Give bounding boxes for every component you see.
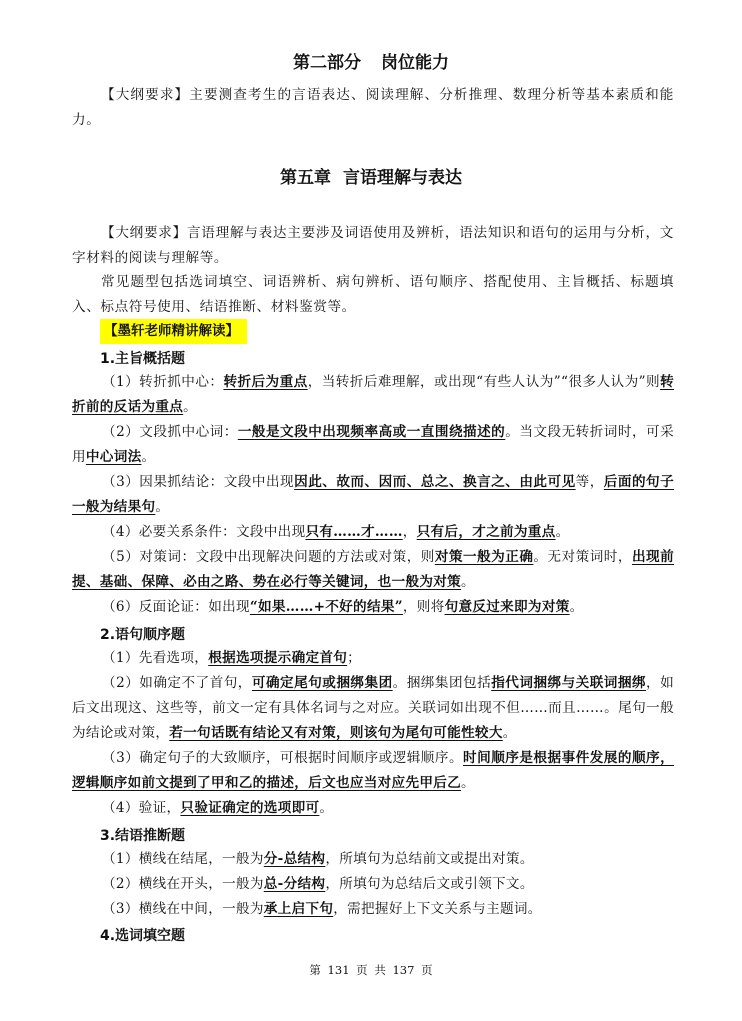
section-heading: 2.语句顺序题 bbox=[100, 627, 186, 643]
common-question-types: 常见题型包括选词填空、词语辨析、病句辨析、语句顺序、搭配使用、主旨概括、标题填入、标点符号使用、结语推断、材料鉴赏等。 bbox=[72, 274, 674, 315]
list-item: （3）因果抓结论：文段中出现因此、故而、因而、总之、换言之、由此可见等，后面的句子一般为结果句。 bbox=[72, 474, 674, 515]
section-heading: 1.主旨概括题 bbox=[100, 351, 186, 367]
list-item: （2）文段抓中心词：一般是文段中出现频率高或一直围绕描述的。当文段无转折词时，可采用中心词法。 bbox=[72, 424, 674, 465]
page-footer: 第 131 页 共 137 页 bbox=[309, 963, 433, 977]
list-item: （1）横线在结尾，一般为分-总结构，所填句为总结前文或提出对策。 bbox=[102, 851, 534, 867]
list-item: （3）确定句子的大致顺序，可根据时间顺序或逻辑顺序。时间顺序是根据事件发展的顺序，逻辑顺序如前文提到了甲和乙的描述，后文也应当对应先甲后乙。 bbox=[72, 750, 675, 791]
chapter-outline bbox=[72, 221, 674, 271]
section-heading: 4.选词填空题 bbox=[100, 928, 186, 944]
teacher-commentary-heading bbox=[100, 319, 702, 344]
list-item: （4）必要关系条件：文段中出现只有……才……，只有后，才之前为重点。 bbox=[102, 524, 570, 540]
list-item: （2）横线在开头，一般为总-分结构，所填句为总结后文或引领下文。 bbox=[102, 876, 534, 892]
list-item: （6）反面论证：如出现“如果……+不好的结果”，则将句意反过来即为对策。 bbox=[102, 599, 584, 615]
chapter-title: 第五章 言语理解与表达 bbox=[280, 168, 462, 188]
outline-text: 主要测查考生的言语表达、阅读理解、分析推理、数理分析等基本素质和能力。 bbox=[72, 87, 674, 128]
list-item: （4）验证，只验证确定的选项即可。 bbox=[102, 800, 334, 816]
list-item: （5）对策词：文段中出现解决问题的方法或对策，则对策一般为正确。无对策词时，出现前提、基础、保障、必由之路、势在必行等关键词，也一般为对策。 bbox=[72, 549, 674, 590]
outline-text: 言语理解与表达主要涉及词语使用及辨析，语法知识和语句的运用与分析，文字材料的阅读与理解等。 bbox=[72, 225, 674, 266]
outline-tag: 【大纲要求】 bbox=[101, 225, 187, 241]
list-item: （1）先看选项，根据选项提示确定首句； bbox=[102, 650, 362, 666]
list-item: （3）横线在中间，一般为承上启下句，需把握好上下文关系与主题词。 bbox=[102, 901, 542, 917]
part-outline bbox=[72, 83, 674, 133]
highlight-badge: 【墨轩老师精讲解读】 bbox=[100, 319, 247, 344]
list-item: （2）如确定不了首句，可确定尾句或捆绑集团。捆绑集团包括指代词捆绑与关联词捆绑，如后文出现这、这些等，前文一定有具体名词与之对应。关联词如出现不但……而且……。尾句一般为结论或对策，若一句话既有结论又有对策，则该句为尾句可能性较大。 bbox=[72, 675, 675, 741]
outline-tag: 【大纲要求】 bbox=[101, 87, 190, 103]
section-heading: 3.结语推断题 bbox=[100, 828, 186, 844]
list-item: （1）转折抓中心：转折后为重点，当转折后难理解，或出现“有些人认为”“很多人认为”则转折前的反话为重点。 bbox=[72, 374, 674, 415]
part-title: 第二部分 岗位能力 bbox=[293, 53, 449, 73]
